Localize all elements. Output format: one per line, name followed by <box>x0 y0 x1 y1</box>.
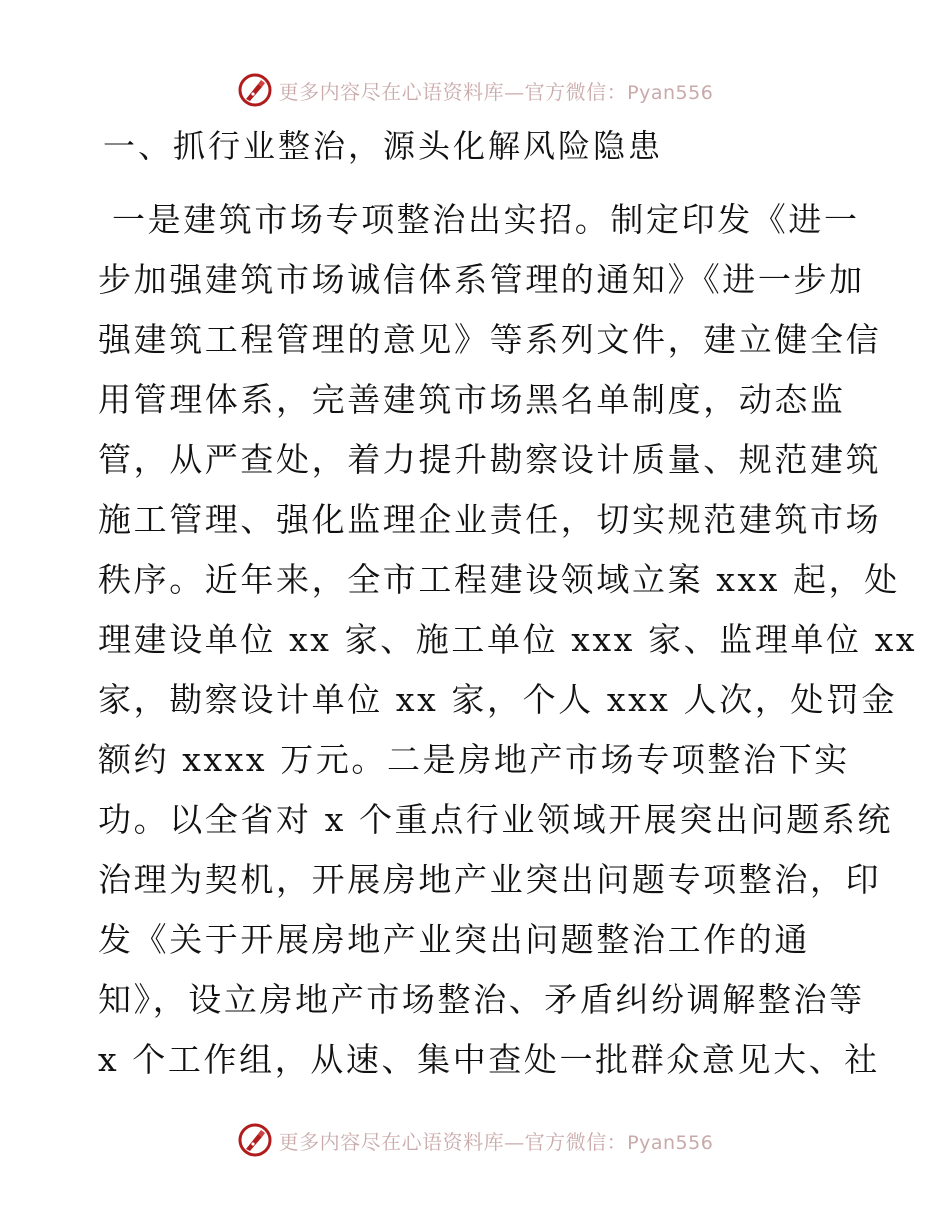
body-paragraph <box>98 190 918 1090</box>
watermark-text-cn: 更多内容尽在心语资料库—官方微信： <box>278 79 628 104</box>
body-line: 功。以全省对 x 个重点行业领域开展突出问题系统 <box>98 800 893 839</box>
watermark-text <box>279 76 714 105</box>
body-line: 知》，设立房地产市场整治、矛盾纠纷调解整治等 <box>98 980 865 1019</box>
body-line: 一是建筑市场专项整治出实招。制定印发《进一 <box>112 200 860 239</box>
body-line: 额约 xxxx 万元。二是房地产市场专项整治下实 <box>98 740 850 779</box>
body-line: 管，从严查处，着力提升勘察设计质量、规范建筑 <box>98 440 882 479</box>
section-heading: 一、抓行业整治，源头化解风险隐患 <box>103 127 664 165</box>
body-line: 用管理体系，完善建筑市场黑名单制度，动态监 <box>98 380 846 419</box>
body-line: 强建筑工程管理的意见》等系列文件，建立健全信 <box>98 320 882 359</box>
header-watermark <box>0 70 950 110</box>
pen-nib-logo-icon <box>237 1122 273 1158</box>
body-line: 施工管理、强化监理企业责任，切实规范建筑市场 <box>98 500 882 539</box>
body-line: 步加强建筑市场诚信体系管理的通知》《进一步加 <box>98 260 865 299</box>
body-line: 秩序。近年来，全市工程建设领域立案 xxx 起，处 <box>98 560 900 599</box>
watermark-wechat-id: Pyan556 <box>627 1131 714 1154</box>
body-line: 发《关于开展房地产业突出问题整治工作的通 <box>98 920 810 959</box>
body-line: x 个工作组，从速、集中查处一批群众意见大、社 <box>98 1040 880 1079</box>
body-line: 治理为契机，开展房地产业突出问题专项整治，印 <box>98 860 882 899</box>
watermark-wechat-id: Pyan556 <box>627 81 714 104</box>
body-line: 理建设单位 xx 家、施工单位 xxx 家、监理单位 xx <box>98 620 918 659</box>
footer-watermark <box>0 1120 950 1160</box>
watermark-text <box>279 1126 714 1155</box>
watermark-text-cn: 更多内容尽在心语资料库—官方微信： <box>278 1129 628 1154</box>
pen-nib-logo-icon <box>237 72 273 108</box>
body-line: 家，勘察设计单位 xx 家，个人 xxx 人次，处罚金 <box>98 680 898 719</box>
